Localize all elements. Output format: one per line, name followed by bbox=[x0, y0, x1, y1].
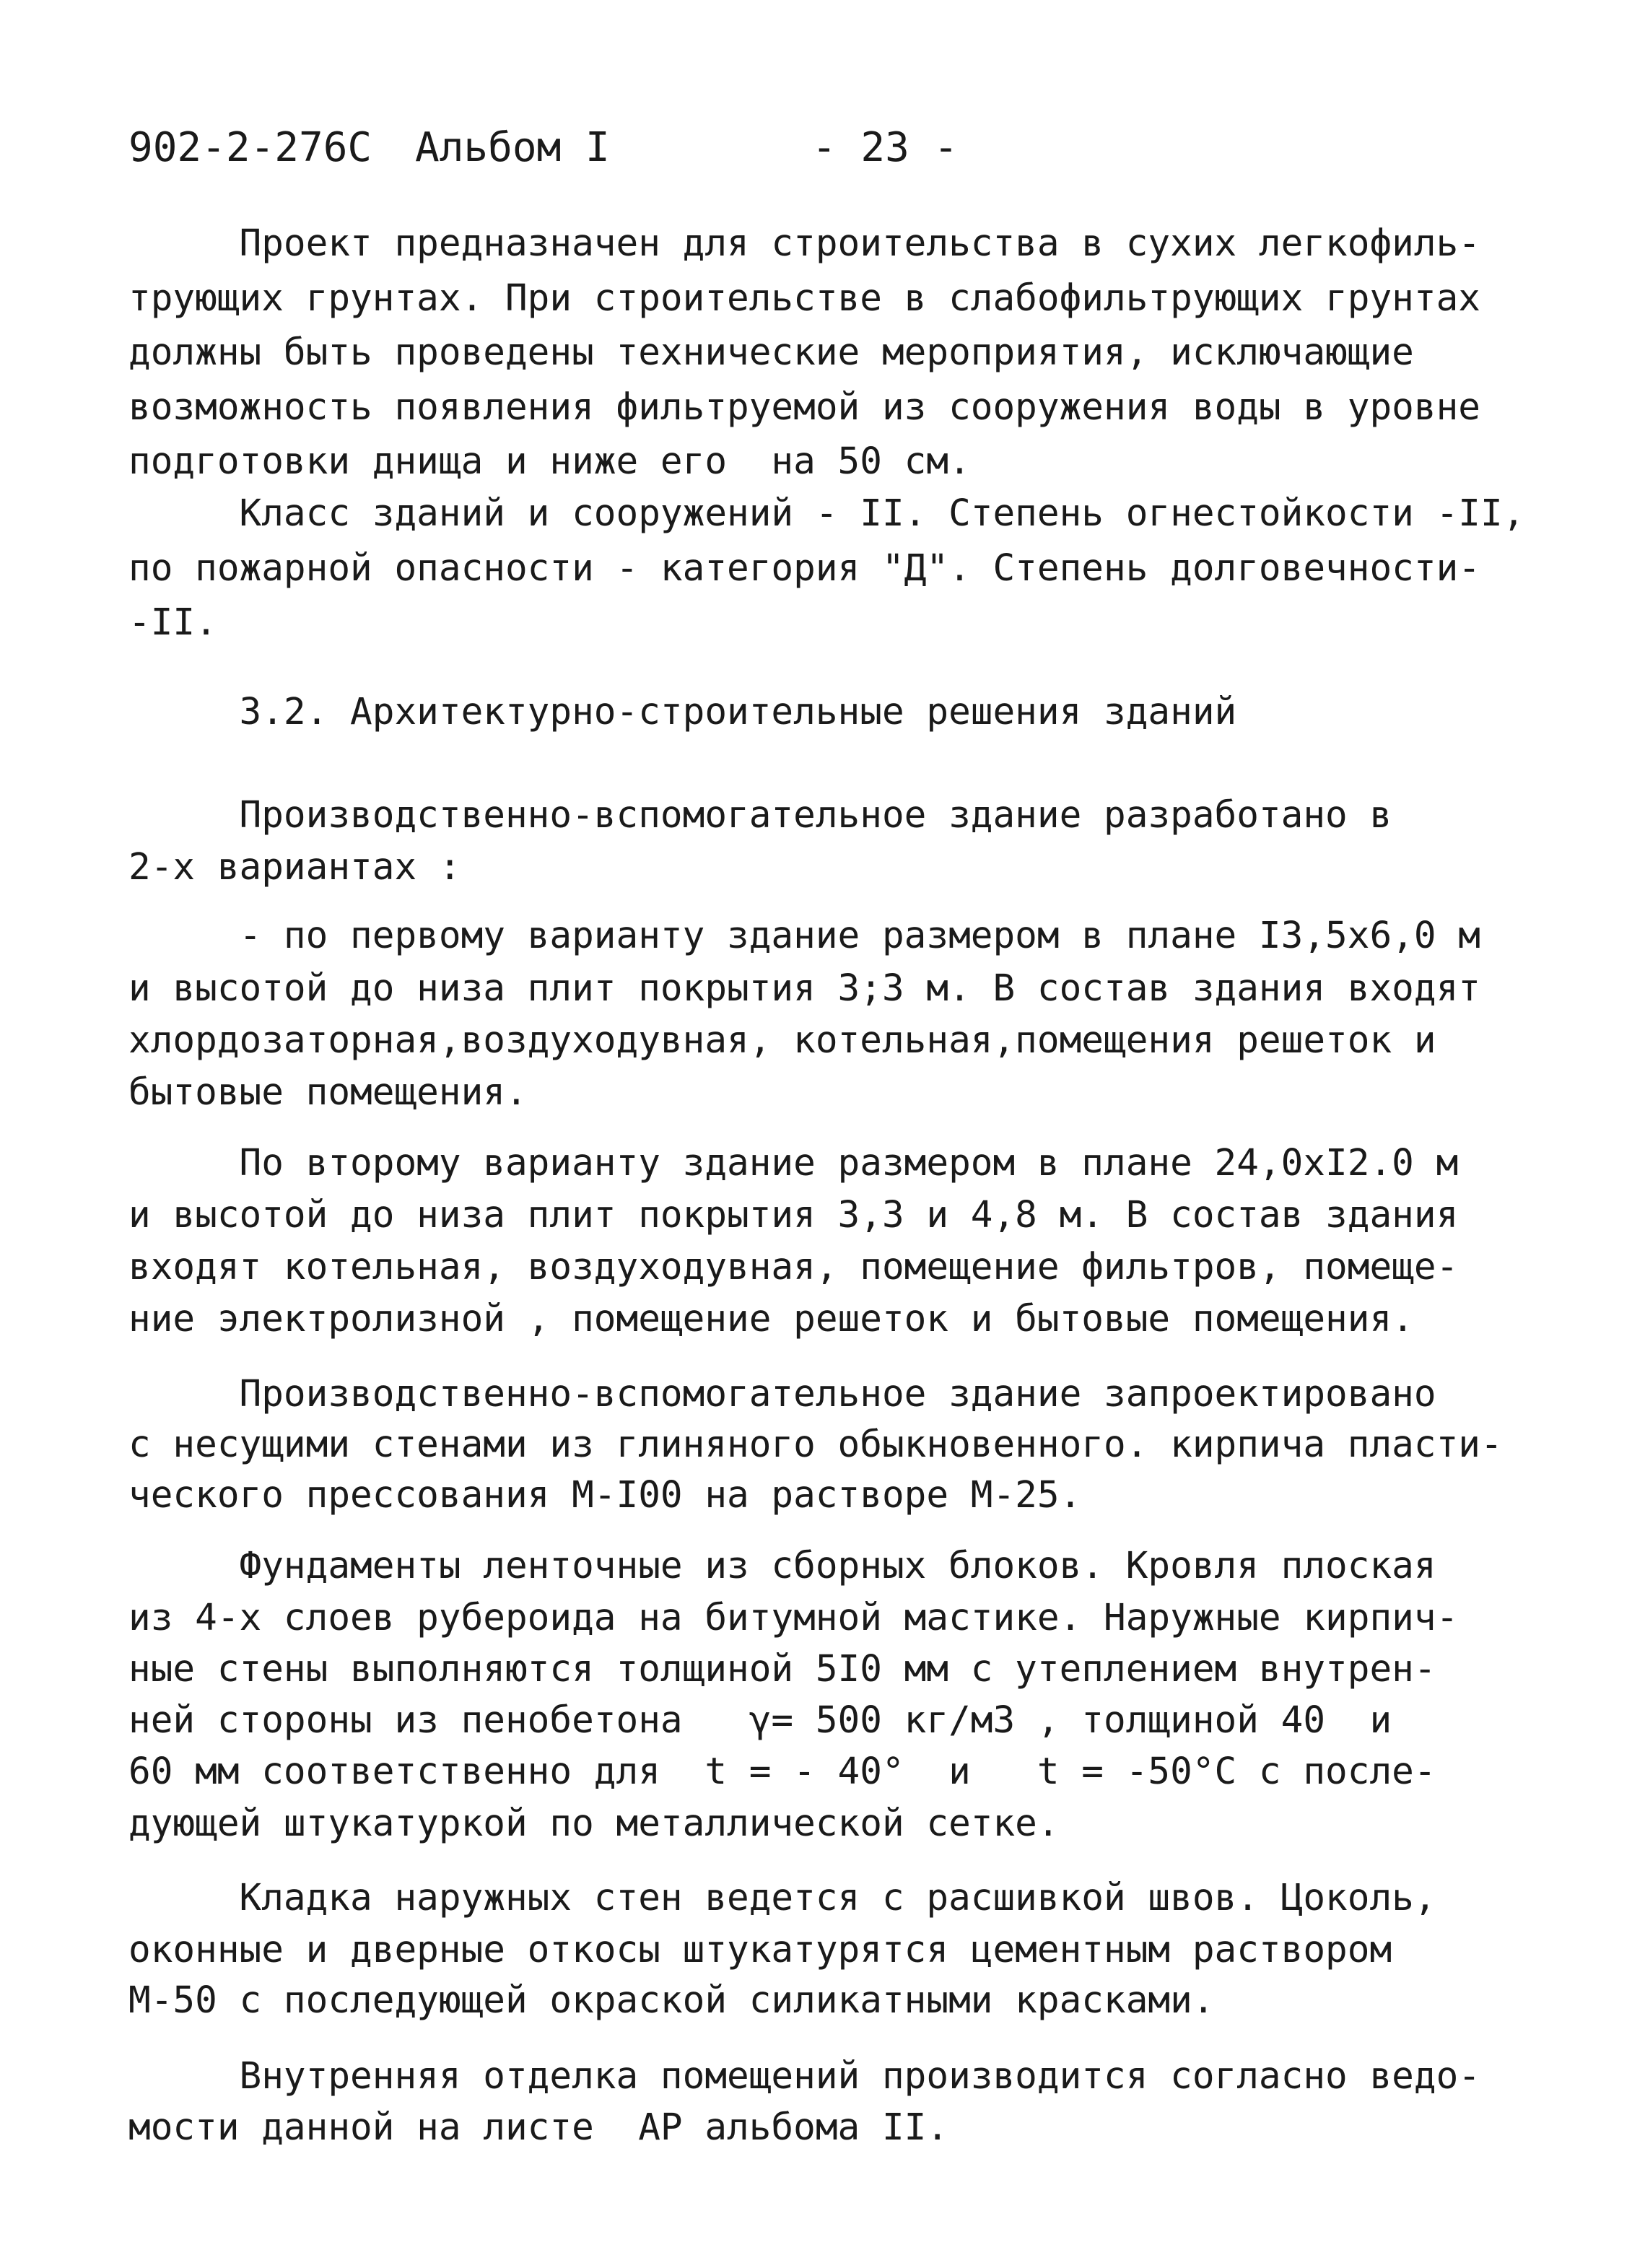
text-line: мости данной на листе АР альбома II. bbox=[128, 2106, 949, 2149]
text-line: Внутренняя отделка помещений производится согласно ведо- bbox=[128, 2055, 1480, 2098]
text-line: - по первому варианту здание размером в плане I3,5х6,0 м bbox=[128, 915, 1480, 957]
text-line: и высотой до низа плит покрытия 3;3 м. В состав здания входят bbox=[128, 967, 1480, 1010]
text-line: по пожарной опасности - категория "Д". Степень долговечности- bbox=[128, 547, 1480, 590]
text-line: ней стороны из пенобетона γ= 500 кг/м3 , толщиной 40 и bbox=[128, 1699, 1392, 1742]
text-line: М-50 с последующей окраской силикатными красками. bbox=[128, 1979, 1215, 2022]
doc-code: 902-2-276С bbox=[128, 124, 372, 171]
text-line: и высотой до низа плит покрытия 3,3 и 4,8 м. В состав здания bbox=[128, 1194, 1459, 1237]
text-line: ческого прессования М-I00 на растворе М-25. bbox=[128, 1474, 1082, 1517]
text-line: оконные и дверные откосы штукатурятся цементным раствором bbox=[128, 1929, 1392, 1971]
text-line: входят котельная, воздуходувная, помещение фильтров, помеще- bbox=[128, 1246, 1459, 1288]
text-line: трующих грунтах. При строительстве в слабофильтрующих грунтах bbox=[128, 277, 1480, 320]
text-line: По второму варианту здание размером в плане 24,0хI2.0 м bbox=[128, 1142, 1459, 1185]
text-line: Класс зданий и сооружений - II. Степень огнестойкости -II, bbox=[128, 492, 1525, 535]
text-line: Производственно-вспомогательное здание разработано в bbox=[128, 794, 1392, 837]
text-line: Проект предназначен для строительства в сухих легкофиль- bbox=[128, 222, 1480, 265]
text-line: -II. bbox=[128, 601, 217, 644]
text-line: 60 мм соответственно для t = - 40° и t = -50°С с после- bbox=[128, 1750, 1436, 1793]
page-number: - 23 - bbox=[812, 124, 959, 171]
text-line: ные стены выполняются толщиной 5I0 мм с утеплением внутрен- bbox=[128, 1648, 1436, 1691]
text-line: из 4-х слоев рубероида на битумной мастике. Наружные кирпич- bbox=[128, 1597, 1459, 1639]
text-line: дующей штукатуркой по металлической сетке. bbox=[128, 1802, 1060, 1845]
text-line: 2-х вариантах : bbox=[128, 846, 461, 889]
section-title: 3.2. Архитектурно-строительные решения зданий bbox=[128, 691, 1237, 733]
text-line: Кладка наружных стен ведется с расшивкой швов. Цоколь, bbox=[128, 1877, 1436, 1919]
album-label: Альбом I bbox=[415, 124, 610, 171]
text-line: подготовки днища и ниже его на 50 см. bbox=[128, 440, 971, 483]
text-line: Фундаменты ленточные из сборных блоков. Кровля плоская bbox=[128, 1545, 1436, 1587]
text-line: хлордозаторная,воздуходувная, котельная,помещения решеток и bbox=[128, 1019, 1436, 1062]
text-line: Производственно-вспомогательное здание запроектировано bbox=[128, 1373, 1436, 1416]
text-line: ние электролизной , помещение решеток и бытовые помещения. bbox=[128, 1298, 1414, 1340]
text-line: должны быть проведены технические мероприятия, исключающие bbox=[128, 331, 1414, 374]
text-line: с несущими стенами из глиняного обыкновенного. кирпича пласти- bbox=[128, 1423, 1503, 1466]
text-line: возможность появления фильтруемой из сооружения воды в уровне bbox=[128, 386, 1480, 429]
text-line: бытовые помещения. bbox=[128, 1071, 528, 1114]
